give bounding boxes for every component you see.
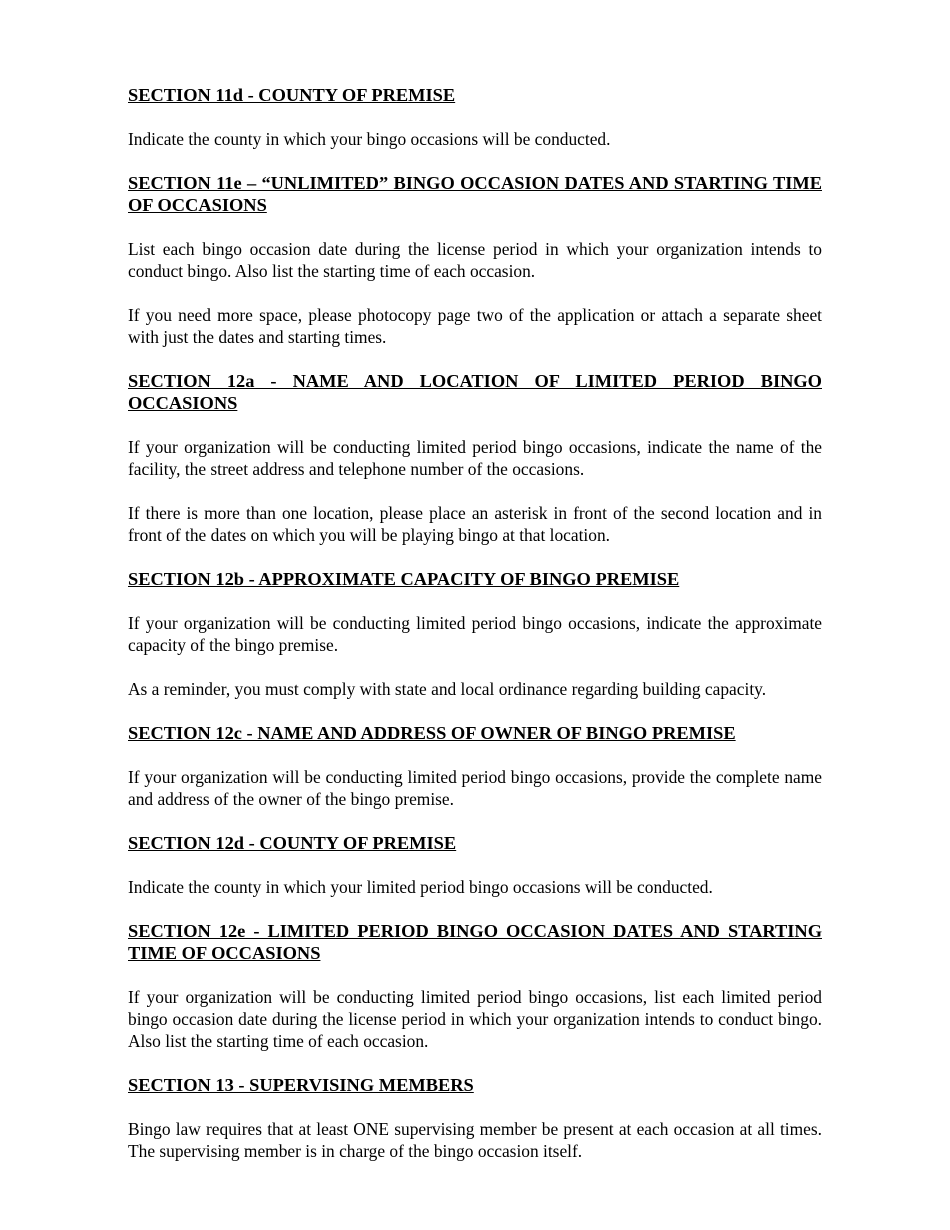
section-paragraph: If there is more than one location, please place an asterisk in front of the second location and in front of the dates on which you will be playing bingo at that location. <box>128 503 822 545</box>
section-heading: SECTION 13 - SUPERVISING MEMBERS <box>128 1075 474 1095</box>
section-heading: SECTION 11e – “UNLIMITED” BINGO OCCASION DATES AND STARTING TIME OF OCCASIONS <box>128 173 822 215</box>
section-12e <box>128 920 822 1074</box>
section-paragraph: If your organization will be conducting limited period bingo occasions, list each limited period bingo occasion date during the license period in which your organization intends to conduct bingo. Also list the starting time of each occasion. <box>128 987 822 1051</box>
section-paragraph: As a reminder, you must comply with state and local ordinance regarding building capacity. <box>128 679 767 699</box>
section-paragraph: If your organization will be conducting limited period bingo occasions, provide the complete name and address of the owner of the bingo premise. <box>128 767 822 809</box>
section-11d <box>128 84 822 172</box>
section-11e <box>128 172 822 370</box>
section-heading: SECTION 11d - COUNTY OF PREMISE <box>128 85 456 105</box>
section-12d <box>128 832 822 920</box>
section-heading: SECTION 12d - COUNTY OF PREMISE <box>128 833 457 853</box>
section-heading: SECTION 12b - APPROXIMATE CAPACITY OF BINGO PREMISE <box>128 569 680 589</box>
section-paragraph: Indicate the county in which your bingo occasions will be conducted. <box>128 129 611 149</box>
section-paragraph: List each bingo occasion date during the license period in which your organization intends to conduct bingo. Also list the starting time of each occasion. <box>128 239 822 281</box>
section-heading: SECTION 12e - LIMITED PERIOD BINGO OCCASION DATES AND STARTING TIME OF OCCASIONS <box>128 921 822 963</box>
section-heading: SECTION 12c - NAME AND ADDRESS OF OWNER OF BINGO PREMISE <box>128 723 736 743</box>
section-paragraph: Indicate the county in which your limited period bingo occasions will be conducted. <box>128 877 713 897</box>
section-12b <box>128 568 822 722</box>
section-paragraph: If you need more space, please photocopy page two of the application or attach a separate sheet with just the dates and starting times. <box>128 305 822 347</box>
section-12c <box>128 722 822 832</box>
section-paragraph: If your organization will be conducting limited period bingo occasions, indicate the approximate capacity of the bingo premise. <box>128 613 822 655</box>
section-paragraph: If your organization will be conducting limited period bingo occasions, indicate the name of the facility, the street address and telephone number of the occasions. <box>128 437 822 479</box>
section-12a <box>128 370 822 568</box>
section-13 <box>128 1074 822 1162</box>
document-page <box>128 84 822 1162</box>
section-heading: SECTION 12a - NAME AND LOCATION OF LIMITED PERIOD BINGO OCCASIONS <box>128 371 822 413</box>
section-paragraph: Bingo law requires that at least ONE supervising member be present at each occasion at all times. The supervising member is in charge of the bingo occasion itself. <box>128 1119 822 1161</box>
